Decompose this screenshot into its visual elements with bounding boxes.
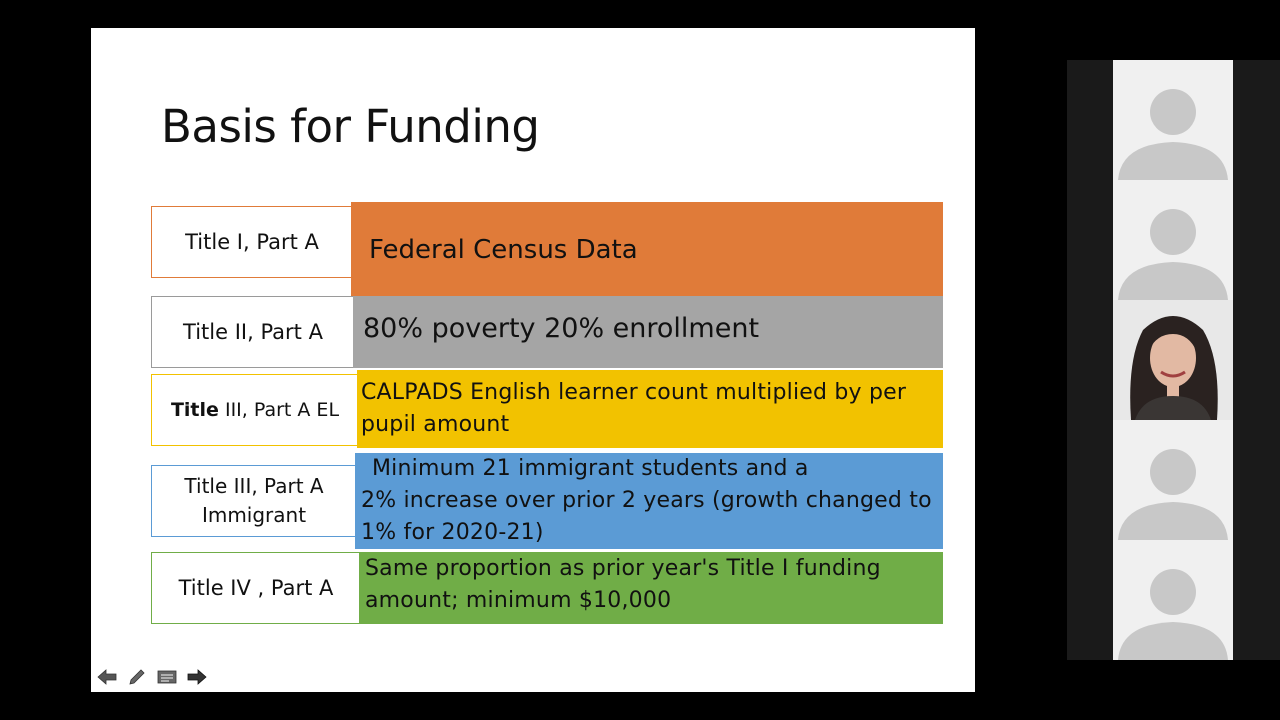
slideshow-toolbar — [96, 666, 208, 688]
row-content-line2: 2% increase over prior 2 years (growth changed to 1% for 2020-21) — [361, 488, 932, 545]
participant-tile[interactable] — [1113, 540, 1233, 660]
row-label-title-1 — [151, 206, 353, 278]
row-label-title-3-el — [151, 374, 359, 446]
row-content-text: Federal Census Data — [369, 235, 638, 265]
slides-menu-icon[interactable] — [156, 666, 178, 688]
participant-video-thumbnail — [1113, 300, 1233, 420]
default-avatar-icon — [1113, 60, 1233, 180]
row-label-title-2 — [151, 296, 355, 368]
back-arrow-icon[interactable] — [96, 666, 118, 688]
default-avatar-icon — [1113, 180, 1233, 300]
row-content-title-4 — [359, 552, 943, 624]
default-avatar-icon — [1113, 540, 1233, 660]
row-label-line1: Title III, Part A — [184, 474, 324, 498]
row-label-text: Title IV , Part A — [178, 576, 334, 600]
row-content-line1: Minimum 21 immigrant students and a — [372, 456, 809, 481]
row-content-title-1 — [351, 202, 943, 296]
row-label-text: Title II, Part A — [183, 320, 323, 344]
row-content-title-2 — [353, 296, 943, 368]
participant-tile[interactable] — [1113, 60, 1233, 180]
row-content-text: 80% poverty 20% enrollment — [363, 313, 760, 344]
row-label-title-4 — [151, 552, 361, 624]
row-label-text: Title I, Part A — [185, 230, 319, 254]
slide-title: Basis for Funding — [161, 100, 540, 153]
row-label-rest: III, Part A EL — [218, 399, 340, 421]
row-content-title-3-el — [357, 370, 943, 448]
row-content-title-3-immigrant — [355, 453, 943, 549]
row-content-text: CALPADS English learner count multiplied by per pupil amount — [361, 380, 907, 437]
row-label-bold: Title — [170, 399, 219, 421]
participant-tile[interactable] — [1113, 420, 1233, 540]
row-content-text: Same proportion as prior year's Title I funding amount; minimum $10,000 — [365, 556, 881, 613]
participant-tile[interactable] — [1113, 180, 1233, 300]
participant-video-tile[interactable] — [1113, 300, 1233, 420]
participant-strip — [1113, 60, 1233, 660]
row-label-title-3-immigrant — [151, 465, 357, 537]
presentation-slide — [91, 28, 975, 692]
row-label-line2: Immigrant — [201, 503, 307, 527]
pen-icon[interactable] — [126, 666, 148, 688]
forward-arrow-icon[interactable] — [186, 666, 208, 688]
default-avatar-icon — [1113, 420, 1233, 540]
row-label-text — [171, 399, 339, 421]
